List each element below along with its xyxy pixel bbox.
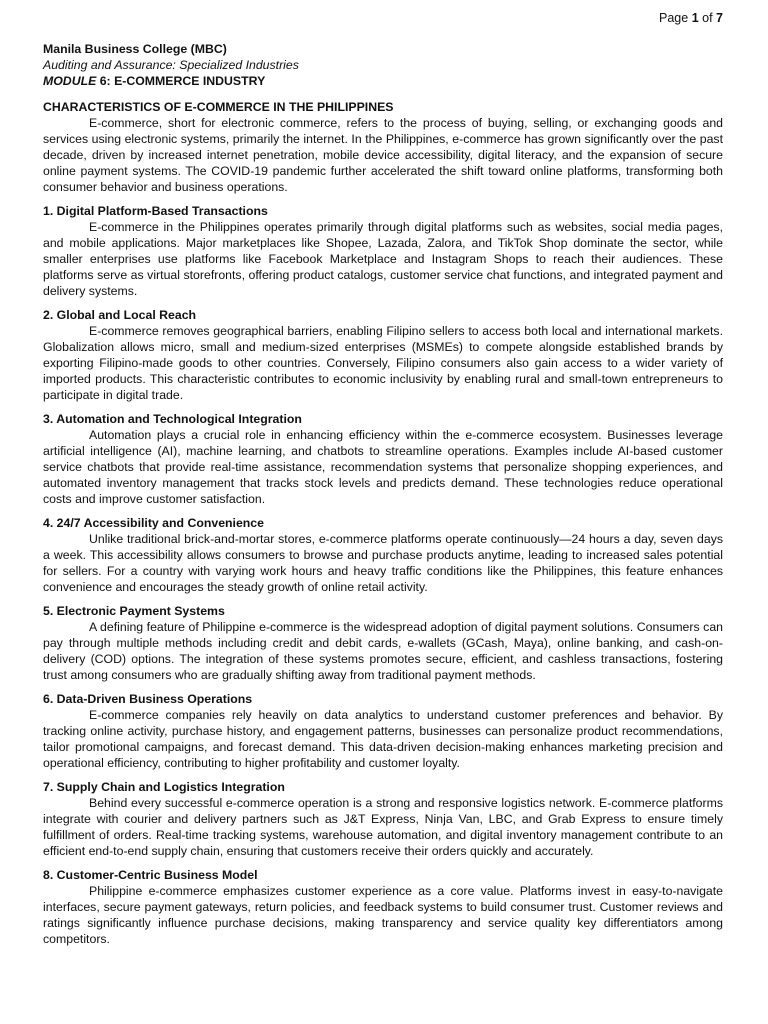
module-word: MODULE: [43, 74, 97, 88]
section-heading: 8. Customer-Centric Business Model: [43, 868, 258, 882]
section-heading: 5. Electronic Payment Systems: [43, 604, 225, 618]
section-heading: 7. Supply Chain and Logistics Integration: [43, 780, 285, 794]
section-paragraph: A defining feature of Philippine e-commerce is the widespread adoption of digital payment solutions. Consumers can pay through multiple methods including credit and debit cards, e-wallets (GCash, Maya), online banking, and cash-on-delivery (COD) options. The integration of these systems promotes secure, efficient, and cashless transactions, fostering trust among consumers who are gradually shifting away from traditional payment methods.: [43, 620, 723, 682]
module-title: [43, 73, 723, 89]
page-indicator: [659, 11, 723, 25]
document-body: [43, 41, 723, 947]
section-paragraph: E-commerce companies rely heavily on data analytics to understand customer preferences and behavior. By tracking online activity, purchase history, and engagement patterns, businesses can personalize product recommendations, tailor promotional campaigns, and forecast demand. This data-driven decision-making enhances marketing precision and operational efficiency, contributing to higher profitability and customer loyalty.: [43, 708, 723, 770]
section-paragraph: Unlike traditional brick-and-mortar stores, e-commerce platforms operate continuously—24 hours a day, seven days a week. This accessibility allows consumers to browse and purchase products anytime, leading to increased sales potential for sellers. For a country with varying work hours and heavy traffic conditions like the Philippines, this feature enhances convenience and encourages the steady growth of online retail activity.: [43, 532, 723, 594]
section-heading: 2. Global and Local Reach: [43, 308, 197, 322]
section-heading: 3. Automation and Technological Integration: [43, 412, 302, 426]
section-paragraph: Philippine e-commerce emphasizes customer experience as a core value. Platforms invest in easy-to-navigate interfaces, secure payment gateways, return policies, and feedback systems to build consumer trust. Customer reviews and ratings significantly influence purchase decisions, making transparency and service quality key differentiators among competitors.: [43, 884, 723, 946]
page-of: of: [702, 11, 713, 25]
page-total: 7: [716, 11, 723, 25]
intro-paragraph: E-commerce, short for electronic commerce, refers to the process of buying, selling, or exchanging goods and services using electronic systems, primarily the internet. In the Philippines, e-commerce has grown significantly over the past decade, driven by increased internet penetration, mobile device accessibility, digital literacy, and the expansion of secure online payment systems. The COVID-19 pandemic further accelerated the shift toward online platforms, transforming both consumer behavior and business operations.: [43, 116, 723, 194]
section-paragraph: E-commerce in the Philippines operates primarily through digital platforms such as websites, social media pages, and mobile applications. Major marketplaces like Shopee, Lazada, Zalora, and TikTok Shop dominate the sector, while smaller enterprises use platforms like Facebook Marketplace and Instagram Shops to reach their audiences. These platforms serve as virtual storefronts, offering product catalogs, customer service chat functions, and integrated payment and delivery systems.: [43, 220, 723, 298]
document-title: CHARACTERISTICS OF E-COMMERCE IN THE PHILIPPINES: [43, 100, 394, 114]
section-heading: 1. Digital Platform-Based Transactions: [43, 204, 268, 218]
section-paragraph: Automation plays a crucial role in enhancing efficiency within the e-commerce ecosystem. Businesses leverage artificial intelligence (AI), machine learning, and chatbots to streamline operations. Examples include AI-based customer service chatbots that provide real-time assistance, recommendation systems that personalize shopping experiences, and automated inventory management that tracks stock levels and predicts demand. These technologies reduce operational costs and improve customer satisfaction.: [43, 428, 723, 506]
module-rest: 6: E-COMMERCE INDUSTRY: [96, 74, 266, 88]
section-paragraph: E-commerce removes geographical barriers, enabling Filipino sellers to access both local and international markets. Globalization allows micro, small and medium-sized enterprises (MSMEs) to compete alongside established brands by exporting Filipino-made goods to other countries. Conversely, Filipino consumers also gain access to a wider variety of imported products. This characteristic contributes to economic inclusivity by enabling rural and small-town entrepreneurs to participate in digital trade.: [43, 324, 723, 402]
page-label: Page: [659, 11, 689, 25]
section-heading: 6. Data-Driven Business Operations: [43, 692, 253, 706]
institution-name: Manila Business College (MBC): [43, 42, 227, 56]
course-name: Auditing and Assurance: Specialized Industries: [43, 58, 299, 72]
page-current: 1: [691, 11, 699, 25]
section-paragraph: Behind every successful e-commerce operation is a strong and responsive logistics network. E-commerce platforms integrate with courier and delivery partners such as J&T Express, Ninja Van, LBC, and Grab Express to ensure timely fulfillment of orders. Real-time tracking systems, warehouse automation, and digital inventory management contribute to an efficient end-to-end supply chain, ensuring that customers receive their orders quickly and accurately.: [43, 796, 723, 858]
section-heading: 4. 24/7 Accessibility and Convenience: [43, 516, 264, 530]
